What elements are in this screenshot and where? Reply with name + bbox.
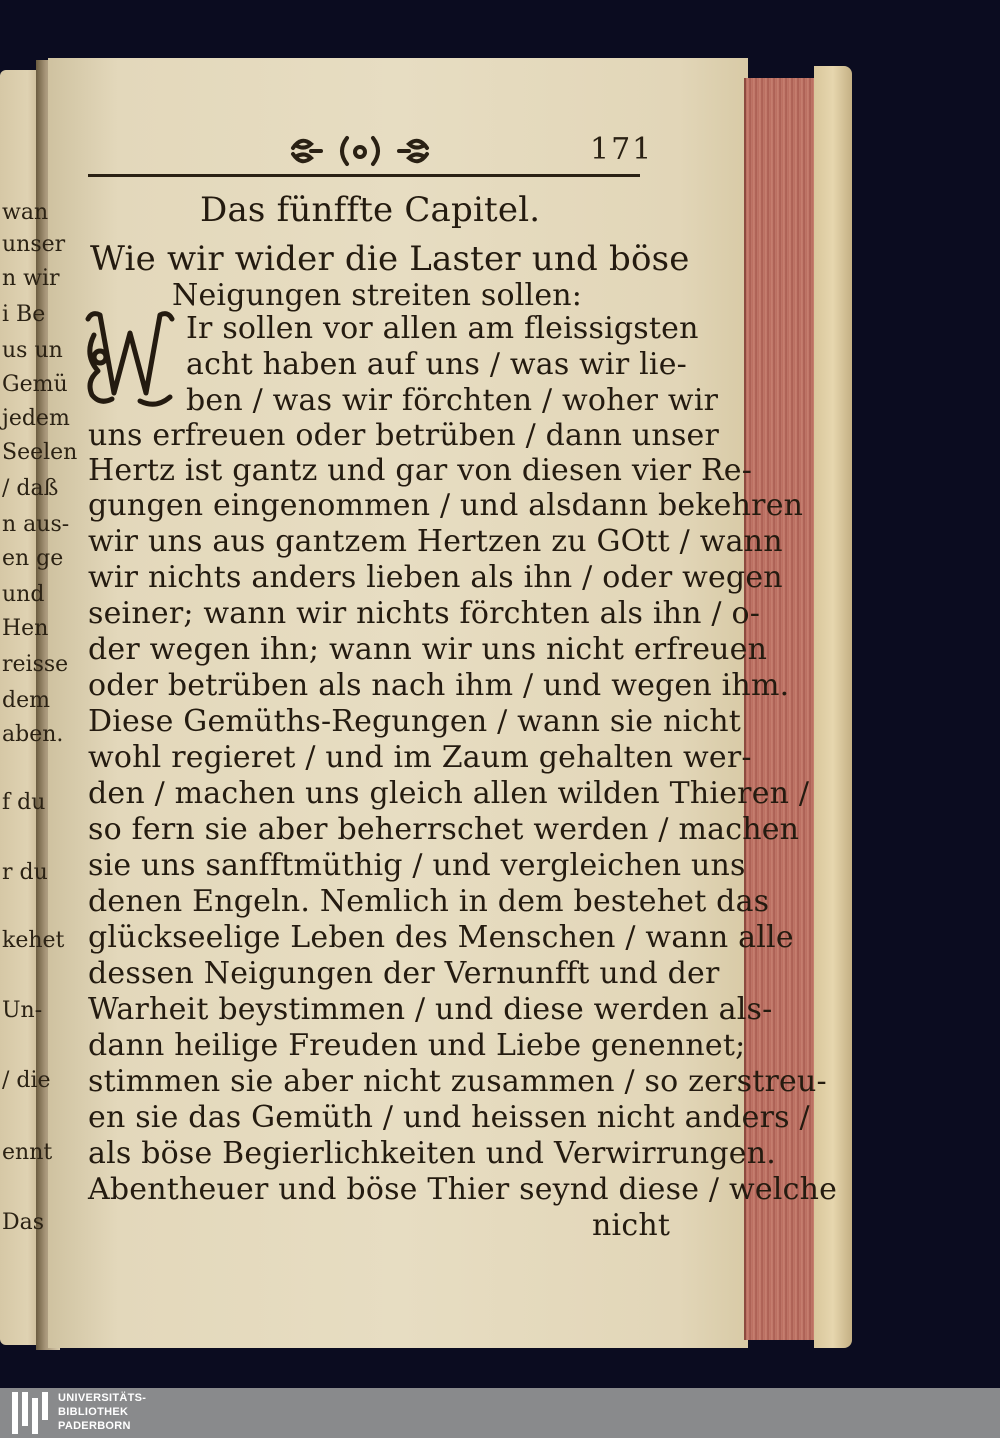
library-name-line: PADERBORN [58,1420,131,1432]
body-line: Ir sollen vor allen am fleissigsten [186,311,699,346]
library-name-line: UNIVERSITÄTS- [58,1392,147,1404]
body-line: Warheit beystimmen / und diese werden als- [88,992,773,1027]
body-line: als böse Begierlichkeiten und Verwirrungen. [88,1136,776,1171]
left-fragment: aben. [2,722,64,747]
body-line: wohl regieret / und im Zaum gehalten wer- [88,740,752,775]
drop-cap-w-icon [80,305,180,413]
left-fragment: / die [2,1068,51,1093]
body-line: acht haben auf uns / was wir lie- [186,347,688,382]
left-fragment: f du [2,790,46,815]
body-line: oder betrüben als nach ihm / und wegen ihm. [88,668,790,703]
body-line: wir nichts anders lieben als ihn / oder wegen [88,560,783,595]
page-number: 171 [590,132,654,167]
left-fragment: wan [2,200,49,225]
header-rule [88,174,640,177]
left-fragment: us un [2,338,63,363]
library-footer [0,1388,1000,1438]
catchword: nicht [592,1208,671,1243]
left-fragment: n wir [2,266,60,291]
library-name-line: BIBLIOTHEK [58,1406,129,1418]
body-line: denen Engeln. Nemlich in dem bestehet das [88,884,770,919]
body-line: wir uns aus gantzem Hertzen zu GOtt / wann [88,524,783,559]
left-fragment: Un- [2,998,43,1023]
left-fragment: ennt [2,1140,53,1165]
left-fragment: kehet [2,928,65,953]
body-line: sie uns sanfftmüthig / und vergleichen uns [88,848,746,883]
left-fragment: Gemü [2,372,68,397]
chapter-title: Das fünffte Capitel. [200,190,541,230]
left-fragment: dem [2,688,50,713]
body-line: so fern sie aber beherrschet werden / machen [88,812,800,847]
body-line: Hertz ist gantz und gar von diesen vier Re- [88,453,753,488]
left-fragment: i Be [2,302,46,327]
book-cover-board [814,66,852,1348]
body-line: stimmen sie aber nicht zusammen / so zerstreu- [88,1064,827,1099]
left-fragment: r du [2,860,48,885]
body-line: den / machen uns gleich allen wilden Thieren / [88,776,810,811]
body-line: dessen Neigungen der Vernunfft und der [88,956,720,991]
body-line: Abentheuer und böse Thier seynd diese / welche [88,1172,838,1207]
library-name [58,1391,146,1433]
left-fragment: / daß [2,476,59,501]
body-line: uns erfreuen oder betrüben / dann unser [88,418,720,453]
body-line: Diese Gemüths-Regungen / wann sie nicht [88,704,742,739]
body-line: dann heilige Freuden und Liebe genennet; [88,1028,746,1063]
left-fragment: reisse [2,652,69,677]
body-line: glückseelige Leben des Menschen / wann alle [88,920,794,955]
left-fragment: Hen [2,616,49,641]
chapter-subtitle-line-2: Neigungen streiten sollen: [172,278,583,313]
left-fragment: jedem [2,406,70,431]
left-fragment: en ge [2,546,64,571]
body-line: der wegen ihn; wann wir uns nicht erfreuen [88,632,768,667]
body-line: seiner; wann wir nichts förchten als ihn / o- [88,596,761,631]
left-fragment: unser [2,232,66,257]
chapter-subtitle-line-1: Wie wir wider die Laster und böse [90,239,690,279]
library-logo-icon [10,1392,54,1434]
left-fragment: Das [2,1210,45,1235]
left-fragment: Seelen [2,440,78,465]
body-line: en sie das Gemüth / und heissen nicht anders / [88,1100,810,1135]
left-fragment: und [2,582,45,607]
body-line: ben / was wir förchten / woher wir [186,383,719,418]
left-fragment: n aus- [2,512,70,537]
body-line: gungen eingenommen / und alsdann bekehren [88,488,804,523]
header-ornament-icon [285,128,435,174]
